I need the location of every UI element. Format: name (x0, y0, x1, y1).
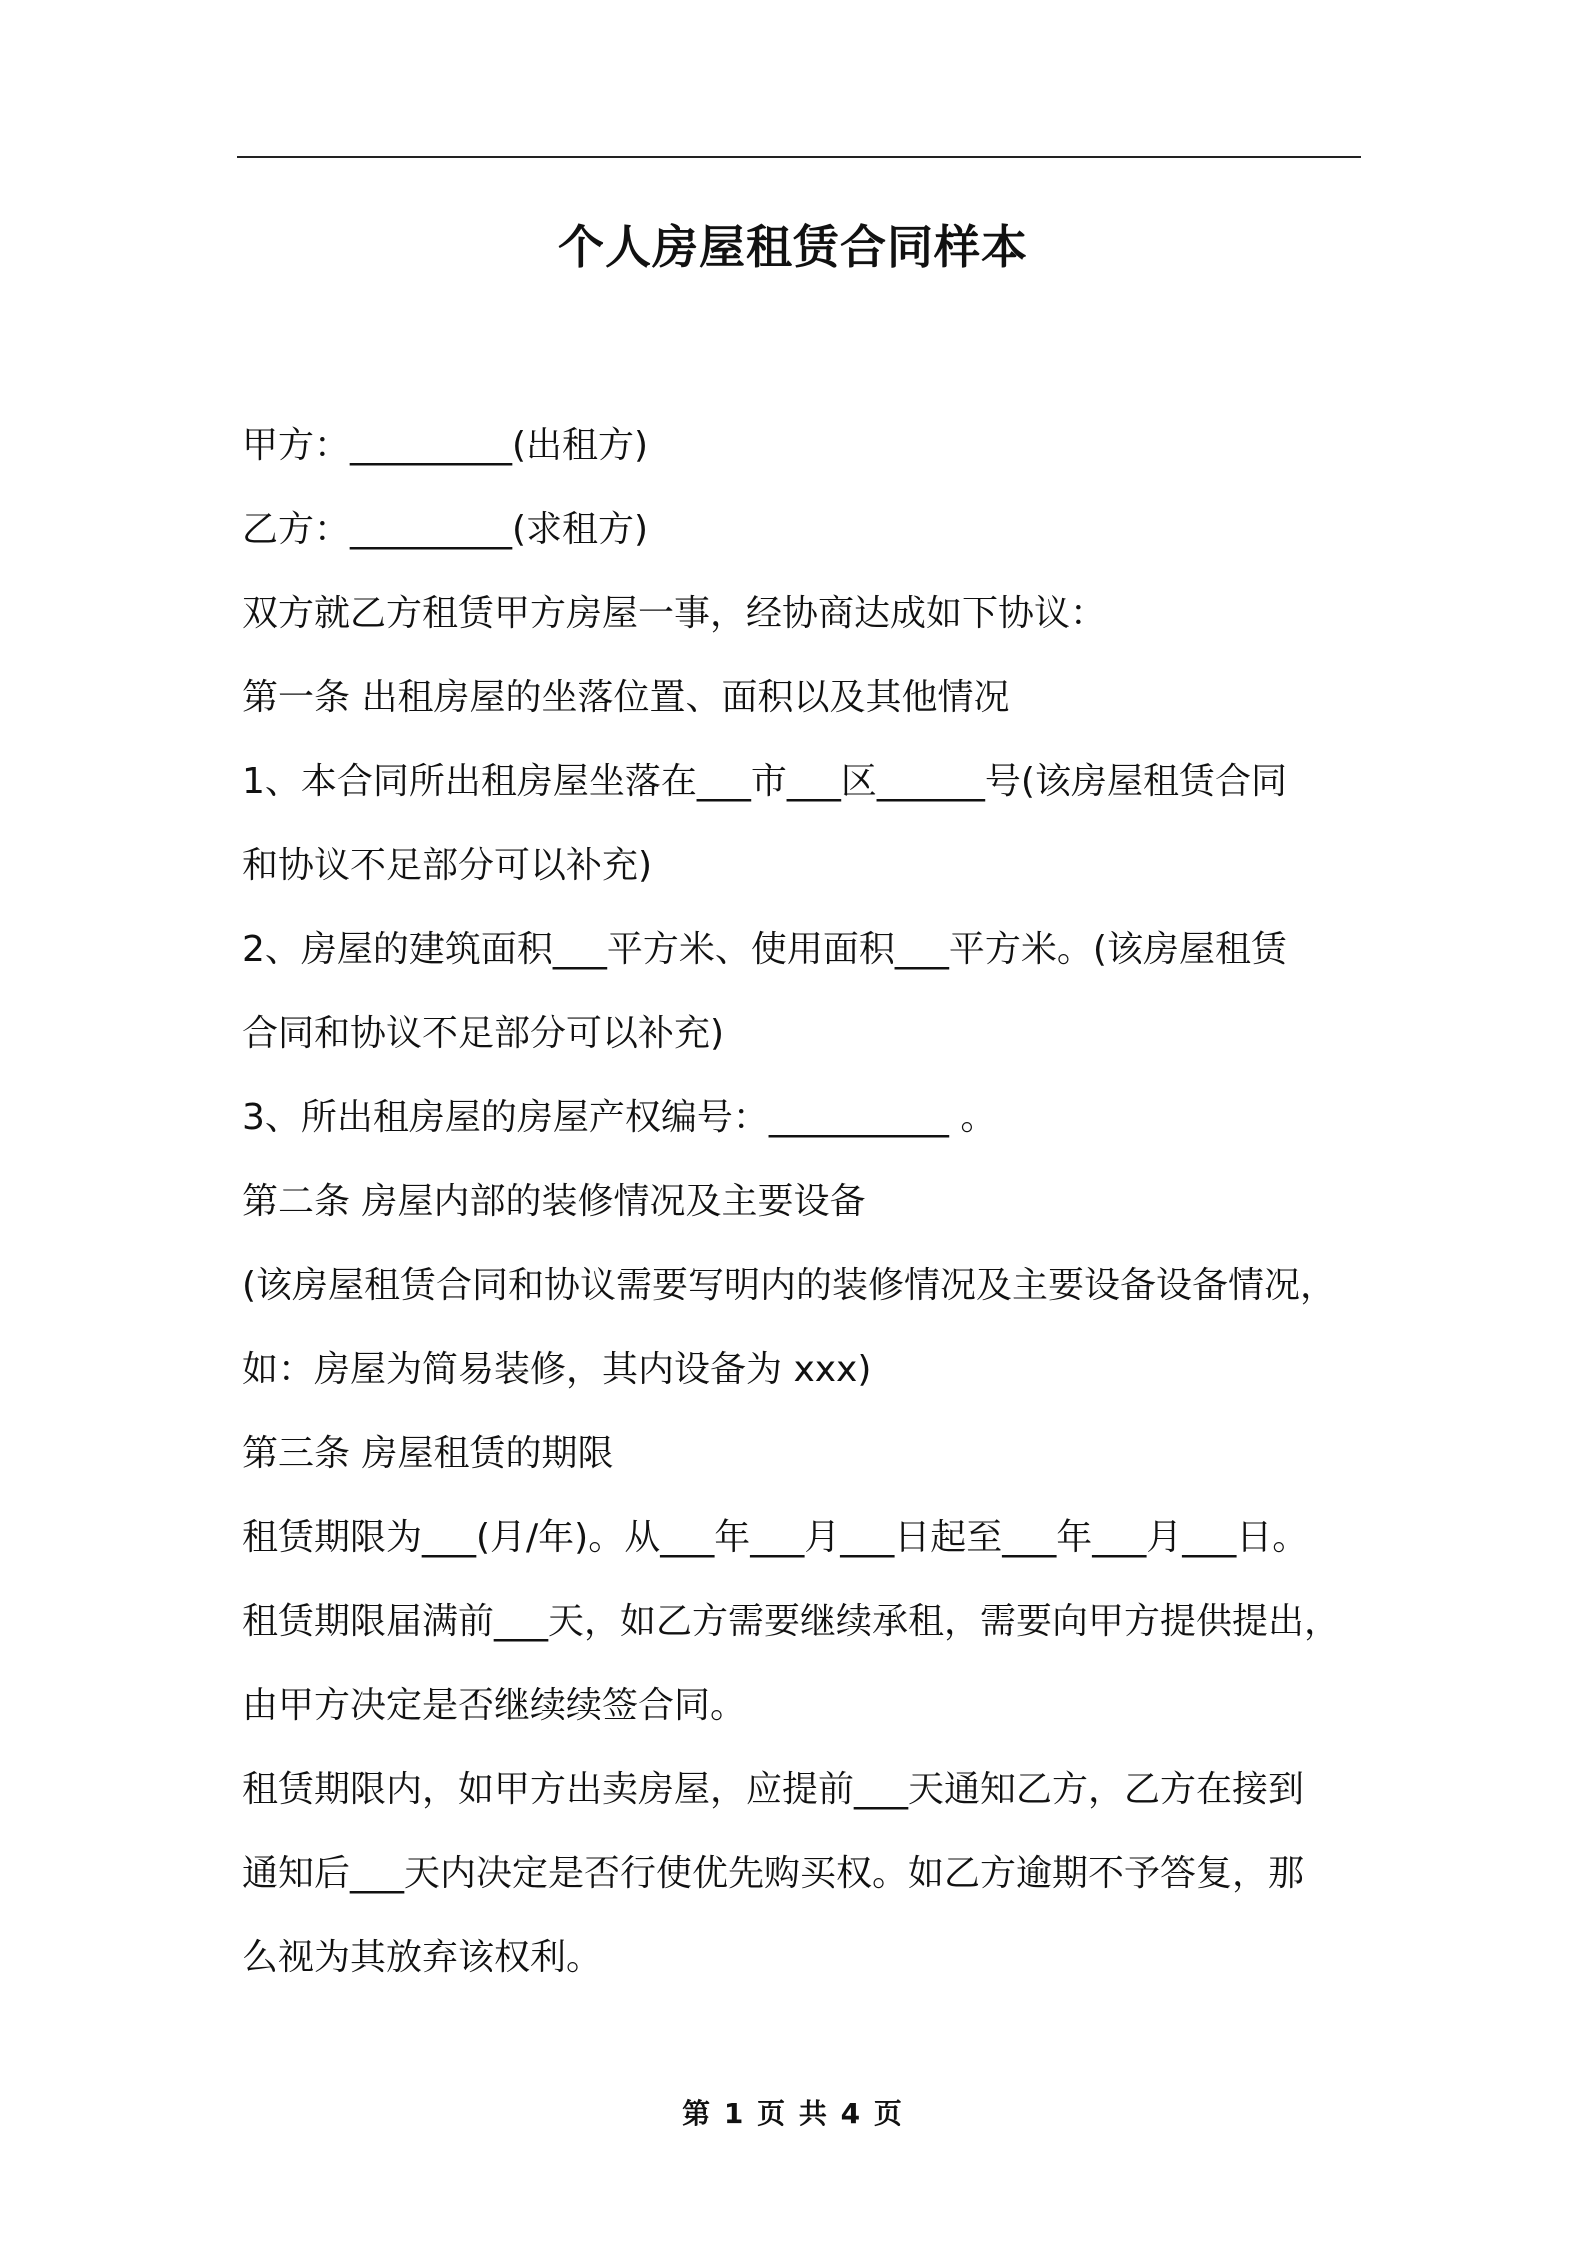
header-divider (237, 156, 1361, 158)
page-number: 第 1 页 共 4 页 (682, 2097, 904, 2130)
article-3-term: 租赁期限为___(月/年)。从___年___月___日起至___年___月___日。 (242, 1517, 1309, 1558)
article-1-item-2-cont: 合同和协议不足部分可以补充) (242, 1013, 725, 1054)
document-title: 个人房屋租赁合同样本 (558, 220, 1028, 274)
article-3-sale: 租赁期限内，如甲方出卖房屋，应提前___天通知乙方，乙方在接到 (242, 1769, 1305, 1810)
article-1-item-3: 3、所出租房屋的房屋产权编号：__________ 。 (242, 1097, 997, 1138)
article-2-text: (该房屋租赁合同和协议需要写明内的装修情况及主要设备设备情况， (242, 1265, 1337, 1306)
article-3-renewal-cont: 由甲方决定是否继续续签合同。 (242, 1685, 747, 1726)
party-b-line: 乙方：_________(求租方) (242, 509, 649, 550)
article-2-text-cont: 如：房屋为简易装修，其内设备为 xxx) (242, 1349, 872, 1390)
article-2-heading: 第二条 房屋内部的装修情况及主要设备 (242, 1181, 866, 1222)
document-body (242, 404, 1384, 2000)
article-3-renewal: 租赁期限届满前___天，如乙方需要继续承租，需要向甲方提供提出， (242, 1601, 1341, 1642)
article-3-sale-cont: 通知后___天内决定是否行使优先购买权。如乙方逾期不予答复，那 (242, 1853, 1305, 1894)
article-3-heading: 第三条 房屋租赁的期限 (242, 1433, 614, 1474)
party-a-line: 甲方：_________(出租方) (242, 425, 649, 466)
article-1-item-2: 2、房屋的建筑面积___平方米、使用面积___平方米。(该房屋租赁 (242, 929, 1287, 970)
article-1-heading: 第一条 出租房屋的坐落位置、面积以及其他情况 (242, 677, 1010, 718)
agreement-intro: 双方就乙方租赁甲方房屋一事，经协商达成如下协议： (242, 593, 1107, 634)
article-1-item-1: 1、本合同所出租房屋坐落在___市___区______号(该房屋租赁合同 (242, 761, 1287, 802)
article-1-item-1-cont: 和协议不足部分可以补充) (242, 845, 653, 886)
article-3-sale-end: 么视为其放弃该权利。 (242, 1937, 603, 1978)
